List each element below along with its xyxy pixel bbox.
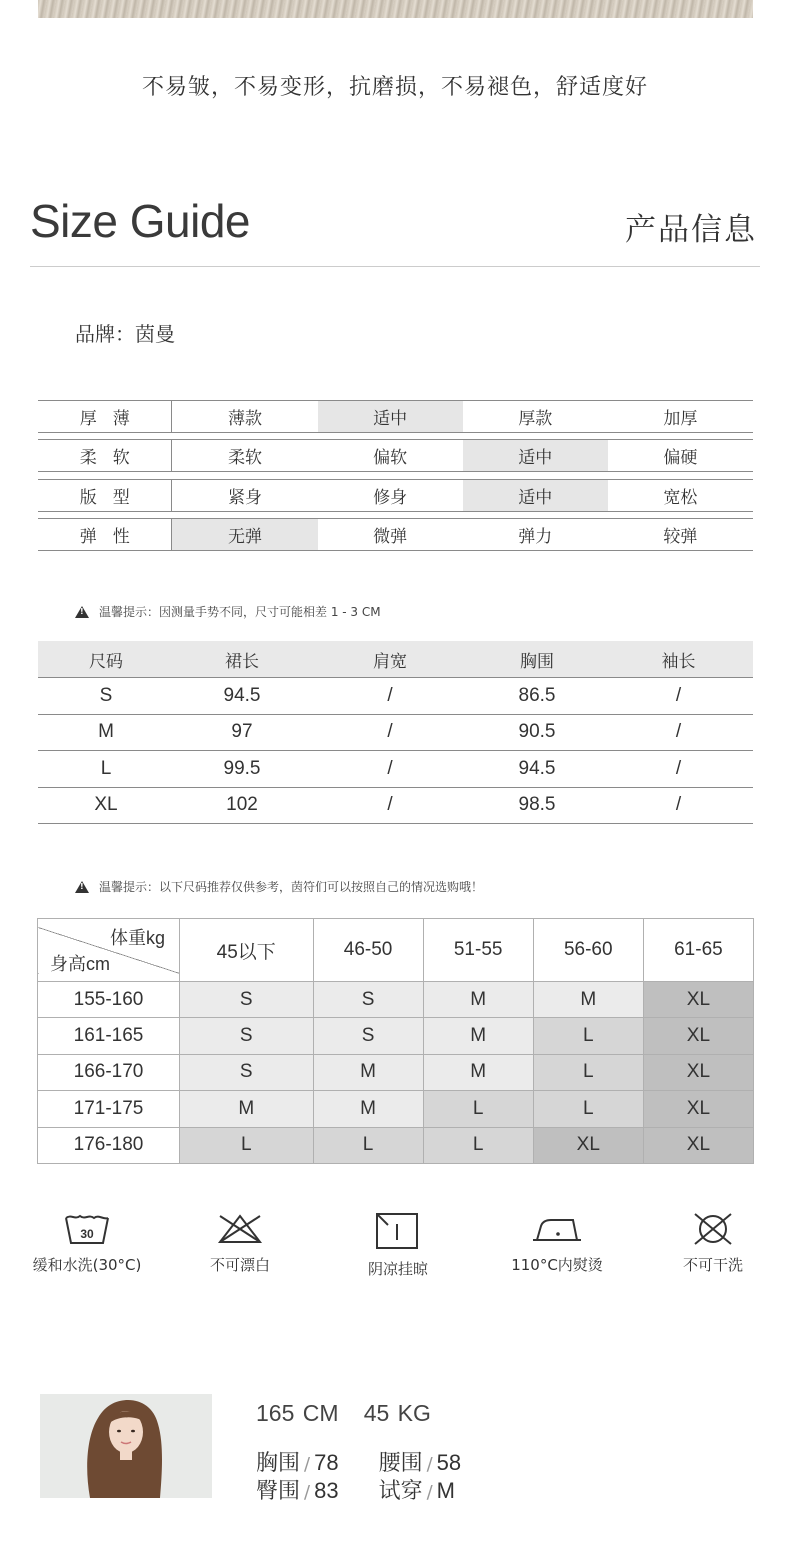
care-iron <box>494 1212 620 1275</box>
size-guide-title: Size Guide <box>30 195 251 247</box>
recommended-size-cell: XL <box>643 1018 753 1054</box>
height-range-cell: 161-165 <box>38 1018 180 1054</box>
hip-label: 臀围 <box>256 1479 301 1504</box>
measurement-header: 袖长 <box>604 641 753 678</box>
attribute-row <box>38 400 753 433</box>
recommended-size-cell: L <box>533 1054 643 1090</box>
recommended-size-cell: M <box>180 1091 314 1127</box>
attribute-option: 宽松 <box>663 488 698 508</box>
product-info-title: 产品信息 <box>625 212 757 248</box>
recommended-size-cell: M <box>423 1054 533 1090</box>
measurement-cell: / <box>604 714 753 751</box>
attribute-option: 柔软 <box>228 448 263 468</box>
warning-icon <box>75 881 89 893</box>
recommended-size-cell: M <box>423 1018 533 1054</box>
weight-range-header: 56-60 <box>533 919 643 982</box>
attribute-label: 弹性 <box>38 519 172 550</box>
warning-icon <box>75 606 89 618</box>
height-axis-label: 身高cm <box>50 954 110 974</box>
weight-range-header: 61-65 <box>643 919 753 982</box>
attribute-row <box>38 479 753 512</box>
attribute-option: 薄款 <box>228 409 263 429</box>
recommended-size-cell: M <box>313 1054 423 1090</box>
attribute-row <box>38 518 753 551</box>
recommended-size-cell: M <box>313 1091 423 1127</box>
attribute-option-selected: 适中 <box>463 480 608 511</box>
weight-range-header: 46-50 <box>313 919 423 982</box>
care-label: 不可干洗 <box>682 1256 743 1274</box>
recommended-size-cell: S <box>180 982 314 1018</box>
measurement-cell: / <box>310 787 470 824</box>
measurement-cell: 86.5 <box>470 678 604 715</box>
notice-measurement <box>75 603 381 620</box>
care-no-bleach <box>180 1212 300 1275</box>
measurement-cell: M <box>38 714 174 751</box>
table-row <box>38 1127 754 1163</box>
recommended-size-cell: L <box>423 1127 533 1163</box>
model-height-weight: 165 CM 45 KG <box>256 1400 431 1426</box>
measurement-cell: 98.5 <box>470 787 604 824</box>
measurement-cell: 99.5 <box>174 751 310 788</box>
measurement-header: 胸围 <box>470 641 604 678</box>
try-size-value: M <box>436 1478 455 1503</box>
attribute-option: 紧身 <box>228 488 263 508</box>
attribute-option-selected: 适中 <box>463 440 608 471</box>
attribute-option: 厚款 <box>518 409 553 429</box>
bust-label: 胸围 <box>256 1451 301 1476</box>
recommended-size-cell: M <box>533 982 643 1018</box>
attribute-row <box>38 439 753 472</box>
care-label: 阴凉挂晾 <box>367 1260 428 1278</box>
weight-range-header: 45以下 <box>180 919 314 982</box>
measurement-cell: 90.5 <box>470 714 604 751</box>
weight-axis-label: 体重kg <box>109 928 165 948</box>
height-range-cell: 155-160 <box>38 982 180 1018</box>
attribute-label: 柔软 <box>38 440 172 471</box>
care-label: 110°C内熨烫 <box>511 1256 603 1274</box>
attribute-option-selected: 无弹 <box>172 519 317 550</box>
no-dry-clean-icon <box>689 1212 737 1246</box>
measurement-header: 肩宽 <box>310 641 470 678</box>
measurement-cell: 102 <box>174 787 310 824</box>
table-row <box>38 982 754 1018</box>
measurement-cell: / <box>604 751 753 788</box>
notice-measurement-text: 温馨提示：因测量手势不同，尺寸可能相差 1 - 3 CM <box>99 605 381 619</box>
recommended-size-cell: XL <box>643 1127 753 1163</box>
wash-30-icon <box>63 1212 111 1246</box>
diagonal-header-cell <box>38 919 180 982</box>
recommended-size-cell: S <box>313 1018 423 1054</box>
measurement-cell: L <box>38 751 174 788</box>
no-bleach-icon <box>216 1212 264 1246</box>
recommended-size-cell: S <box>180 1054 314 1090</box>
attribute-option: 偏软 <box>373 448 408 468</box>
title-divider <box>30 266 760 267</box>
measurement-cell: 94.5 <box>174 678 310 715</box>
recommendation-header-row <box>38 919 754 982</box>
table-row <box>38 787 753 824</box>
attribute-label: 厚薄 <box>38 401 172 432</box>
measurement-table <box>38 641 753 824</box>
measurement-cell: / <box>310 751 470 788</box>
height-range-cell: 166-170 <box>38 1054 180 1090</box>
table-row <box>38 1054 754 1090</box>
table-row <box>38 678 753 715</box>
iron-icon <box>531 1212 583 1246</box>
attribute-label: 版型 <box>38 480 172 511</box>
table-row <box>38 714 753 751</box>
attribute-option: 加厚 <box>663 409 698 429</box>
recommended-size-cell: XL <box>643 1091 753 1127</box>
attribute-option: 修身 <box>373 488 408 508</box>
measurement-cell: / <box>310 678 470 715</box>
notice-recommendation-text: 温馨提示：以下尺码推荐仅供参考，茵符们可以按照自己的情况选购哦！ <box>99 880 484 894</box>
care-shade-dry <box>338 1212 458 1279</box>
attribute-option: 微弹 <box>373 527 408 547</box>
care-hand-wash <box>22 1212 152 1275</box>
height-range-cell: 171-175 <box>38 1091 180 1127</box>
measurement-cell: 94.5 <box>470 751 604 788</box>
attribute-option-selected: 适中 <box>318 401 463 432</box>
measurement-cell: 97 <box>174 714 310 751</box>
table-row <box>38 1091 754 1127</box>
recommended-size-cell: S <box>313 982 423 1018</box>
recommended-size-cell: M <box>423 982 533 1018</box>
recommended-size-cell: L <box>533 1091 643 1127</box>
care-no-dry-clean <box>658 1212 768 1275</box>
measurement-cell: / <box>604 787 753 824</box>
care-label: 不可漂白 <box>209 1256 270 1274</box>
try-size-label: 试穿 <box>378 1479 423 1504</box>
model-bust-waist: 胸围 / 78 腰围 / 58 <box>256 1450 462 1476</box>
measurement-header: 裙长 <box>174 641 310 678</box>
recommended-size-cell: L <box>533 1018 643 1054</box>
recommended-size-cell: S <box>180 1018 314 1054</box>
recommended-size-cell: L <box>180 1127 314 1163</box>
height-range-cell: 176-180 <box>38 1127 180 1163</box>
recommended-size-cell: XL <box>643 1054 753 1090</box>
hip-value: 83 <box>314 1478 339 1503</box>
model-hip-try: 臀围 / 83 试穿 / M <box>256 1478 455 1504</box>
attribute-option: 弹力 <box>518 527 553 547</box>
recommended-size-cell: L <box>313 1127 423 1163</box>
notice-recommendation <box>75 878 483 895</box>
care-label: 缓和水洗(30°C) <box>32 1256 142 1274</box>
table-row <box>38 751 753 788</box>
recommended-size-cell: L <box>423 1091 533 1127</box>
measurement-cell: XL <box>38 787 174 824</box>
waist-value: 58 <box>436 1450 462 1475</box>
model-portrait-illustration <box>40 1394 212 1498</box>
bust-value: 78 <box>314 1450 339 1475</box>
measurement-cell: / <box>604 678 753 715</box>
svg-text:30: 30 <box>80 1227 94 1241</box>
attribute-option: 较弹 <box>663 527 698 547</box>
waist-label: 腰围 <box>378 1451 423 1476</box>
table-row <box>38 1018 754 1054</box>
recommended-size-cell: XL <box>643 982 753 1018</box>
weight-range-header: 51-55 <box>423 919 533 982</box>
brand-label: 品牌：茵曼 <box>75 322 175 346</box>
fabric-tagline: 不易皱，不易变形，抗磨损，不易褪色，舒适度好 <box>141 75 648 100</box>
measurement-cell: S <box>38 678 174 715</box>
attribute-option: 偏硬 <box>663 448 698 468</box>
measurement-cell: / <box>310 714 470 751</box>
shade-hang-dry-icon <box>374 1212 422 1250</box>
measurement-header: 尺码 <box>38 641 174 678</box>
size-recommendation-table <box>37 918 754 1164</box>
recommended-size-cell: XL <box>533 1127 643 1163</box>
fabric-texture-strip <box>38 0 753 18</box>
model-photo <box>40 1394 212 1498</box>
